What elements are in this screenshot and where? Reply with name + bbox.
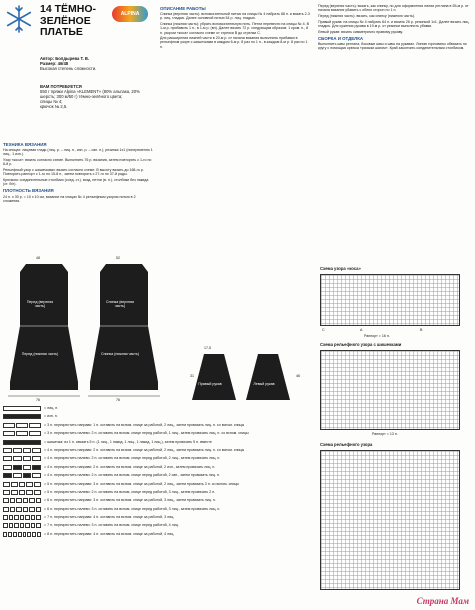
work-raglan: Для расширения нижней части в 20-м р. от начала вязания выполнить прибавки в рельефном узоре с шишечками в каждом 6-м р. 8 раз по 1 п., в каждом 8-м р. 8 раз по 1 п.: [160, 36, 308, 49]
legend-text: = 7 п. перекрестить направо: 4 п. оставить на вспом. спице за работой, 3 лиц.: [44, 515, 175, 520]
symbol-legend: [3, 406, 309, 540]
legend-row: [3, 440, 309, 445]
legend-symbol: [3, 431, 41, 436]
legend-row: [3, 448, 309, 453]
back-upper-label: Спинка (верхняя часть): [106, 300, 134, 308]
kosa-rapport: Раппорт = 16 п.: [364, 334, 390, 338]
technique-item: На спицах: лицевая гладь (лиц. р. – лиц. п., изн. р. – изн. п.), резинка 1х1 (попеременно 1 лиц., 1 изн.).: [3, 148, 153, 157]
front-dim-bottom: 76: [36, 398, 40, 402]
materials-heading: ВАМ ПОТРЕБУЕТСЯ: [40, 84, 82, 89]
legend-text: = изн. п.: [44, 414, 58, 419]
kosa-letter-a: A: [360, 328, 363, 332]
technique-item: Крючком: соединительные столбики (соед. ст.), возд. петли (в. п.), столбики без накида (ст. б/н).: [3, 177, 149, 187]
legend-text: = 4 п. перекрестить направо: 2 п. оставить на вспом. спице за работой, 2 изн., затем провязать лиц. п.: [44, 464, 216, 469]
legend-row: [3, 465, 309, 470]
back-lower-label: Спинка (нижняя часть): [100, 352, 140, 356]
legend-row: [3, 406, 309, 411]
left-sleeve-label: Левый рукав: [253, 382, 275, 386]
density-text: 24 п. x 30 р. = 10 x 10 см, вязание на спицах № 4 рельефным узором нитью в 2 сложения.: [3, 194, 136, 203]
legend-symbol: [3, 473, 41, 478]
pattern-title: 14 ТЁМНО-ЗЕЛЁНОЕ ПЛАТЬЕ: [40, 3, 97, 38]
materials-needles: спицы № 4;: [40, 99, 63, 104]
legend-text: = 3 п. перекрестить направо: 1 п. оставить на вспом. спице за работой, 2 лиц., затем провязать лиц. п. со вспом. спицы: [44, 422, 245, 427]
front-silhouette: [4, 262, 84, 402]
density-heading: ПЛОТНОСТЬ ВЯЗАНИЯ: [3, 188, 54, 194]
legend-row: [3, 532, 309, 537]
legend-symbol: [3, 406, 41, 411]
legend-symbol: [3, 532, 41, 537]
sleeves-diagram: [188, 352, 298, 404]
legend-row: [3, 515, 309, 520]
legend-text: = шишечка: из 1 п. связать 5 п. (1 лиц., 1 накид, 1 лиц., 1 накид, 1 лиц.), затем провязать 5 п. вместе: [44, 439, 212, 444]
legend-symbol: [3, 515, 41, 520]
back-dim-bottom: 76: [116, 398, 120, 402]
right-sleeve-text: Правый рукав: на спицы № 4 набрать 64 п. и вязать 26 р. резинкой 1х1. Далее вязать лиц. гладью. Для сужения рукава в 19-м р. от резинки выполнить убавки.: [318, 19, 470, 28]
bump-chart-caption: Схема рельефного узора с шишечками: [320, 342, 402, 347]
difficulty: Высокая степень сложности.: [40, 66, 97, 71]
back-dim-top: 52: [116, 256, 120, 260]
legend-text: = 4 п. перекрестить налево: 2 п. оставить на вспом. спице перед работой, 2 лиц., затем провязать лиц. п.: [44, 456, 221, 461]
legend-text: = 8 п. перекрестить направо: 4 п. оставить на вспом. спице за работой, 4 лиц.: [44, 531, 175, 536]
kosa-letter-b: B: [420, 328, 423, 332]
front-dim-top: 48: [36, 256, 40, 260]
legend-symbol: [3, 498, 41, 503]
materials-yarn: 550 г пряжи Alpina «KLEMENT» (80% альпака, 20% шерсть; 300 м/50 г) тёмно-зелёного цвета;: [40, 89, 140, 99]
legend-text: = 6 п. перекрестить направо: 3 п. оставить на вспом. спице за работой, 3 лиц., затем провязать лиц. п.: [44, 498, 216, 503]
legend-row: [3, 498, 309, 503]
legend-text: = 4 п. перекрестить направо: 2 п. оставить на вспом. спице за работой, 2 лиц., затем провязать лиц. п. со вспом. спицы: [44, 447, 245, 452]
back-silhouette: [84, 262, 164, 402]
legend-row: [3, 507, 309, 512]
relief-chart-caption: Схема рельефного узора: [320, 442, 373, 447]
legend-text: = 5 п. перекрестить направо: 3 п. оставить на вспом. спице за работой, 2 лиц., затем провязать 3 п. со вспом. спицы: [44, 481, 240, 486]
front-upper-label: Перед (верхняя часть): [26, 300, 54, 308]
legend-row: [3, 490, 309, 495]
work-back-upper: Спинка (верхняя часть): вспомогательной нитью на спицы № 4 набрать 88 п. и вязать 2-3 р. лиц. гладью. Далее основной нитью 54 р. лиц. гладью.: [160, 12, 310, 21]
legend-symbol: [3, 414, 41, 419]
legend-row: [3, 414, 309, 419]
legend-symbol: [3, 482, 41, 487]
legend-row: [3, 482, 309, 487]
sleeve-dim-side-right: 46: [296, 374, 300, 378]
legend-symbol: [3, 456, 41, 461]
author: Автор: Болдырева Т. В.: [40, 56, 90, 61]
technique-section: [3, 140, 153, 204]
sleeve-dim-side: 31: [190, 374, 194, 378]
description-column: [160, 4, 310, 50]
pattern-meta: [40, 56, 150, 71]
work-heading: ОПИСАНИЕ РАБОТЫ: [160, 6, 206, 11]
legend-row: [3, 473, 309, 478]
legend-symbol: [3, 448, 41, 453]
snowflake-icon: [4, 4, 34, 34]
kosa-chart-caption: Схема узора «коса»: [320, 266, 361, 271]
legend-text: = 3 п. перекрестить налево: 2 п. оставить на вспом. спице перед работой, 1 лиц., затем провязать лиц. п. со вспом. спицы: [44, 431, 249, 436]
brand-logo: ALPINA: [112, 6, 148, 22]
legend-text: = 5 п. перекрестить налево: 2 п. оставить на вспом. спице перед работой, 3 лиц., затем провязать 2 п.: [44, 489, 216, 494]
front-lower-text: Перед (нижняя часть): вязать, как спинку (нижнюю часть).: [318, 13, 416, 18]
watermark: Страна Мам: [416, 596, 469, 606]
assembly-text: Выполнить швы реглана, боковые швы и швы на рукавах. Линию горловины обвязать по кругу с помощью крючка «рачьим шагом». Край закончить соединительным столбиком.: [318, 41, 467, 51]
technique-item: Рельефный узор с шишечками: вязать согласно схеме. В высоту вязать до 168-го р. Повторять раппорт с 1-го по 15-й п., затем повторять с 27-го по 37-й ряды.: [3, 168, 144, 177]
instructions-column: [318, 4, 472, 52]
size: Размер: 46/48: [40, 61, 69, 66]
materials-hook: крючок № 2,5.: [40, 104, 68, 109]
right-sleeve-label: Правый рукав: [198, 382, 222, 386]
bump-rapport: Раппорт = 13 п.: [372, 432, 398, 436]
legend-symbol: [3, 465, 41, 470]
work-back-lower: Спинка (нижняя часть): убрать вспомогательную нить. Петли перевести на спицы № 4. В 1-м р. прибавить 1 п., в 1-м р. (вн). Далее вязать 72 р. следующим образом: 1 кром. п., 8 п. узором «коса» согласно схеме от стрелки В до стрелки С.: [160, 22, 310, 35]
relief-chart: [320, 450, 460, 590]
assembly-heading: СБОРКА И ОТДЕЛКА: [318, 35, 364, 41]
technique-item: Узор «коса»: вязать согласно схеме. Выполнить 76 р. вязания, затем повторять с 1-го по 8-й р.: [3, 158, 152, 167]
legend-text: = 6 п. перекрестить налево: 3 п. оставить на вспом. спице перед работой, 3 лиц., затем провязать лиц. п.: [44, 506, 221, 511]
kosa-letter-c: C: [322, 328, 325, 332]
legend-text: = 7 п. перекрестить налево: 3 п. оставить на вспом. спице перед работой, 4 лиц.: [44, 523, 179, 528]
legend-symbol: [3, 523, 41, 528]
front-lower-label: Перед (нижняя часть): [21, 352, 59, 356]
legend-text: = 4 п. перекрестить налево: 2 п. оставить на вспом. спице перед работой, 2 изн., затем провязать лиц. п.: [44, 473, 220, 478]
left-sleeve-text: Левый рукав: вязать симметрично правому рукаву.: [318, 29, 403, 34]
legend-row: [3, 523, 309, 528]
legend-text: = лиц. п.: [44, 406, 59, 410]
legend-symbol: [3, 507, 41, 512]
legend-row: [3, 431, 309, 436]
legend-symbol: [3, 423, 41, 428]
bump-chart: [320, 350, 460, 430]
legend-row: [3, 456, 309, 461]
legend-symbol: [3, 440, 41, 445]
materials: [40, 84, 150, 109]
sleeve-dim-top: 17,5: [204, 346, 211, 350]
legend-row: [3, 423, 309, 428]
legend-symbol: [3, 490, 41, 495]
kosa-chart: [320, 274, 460, 326]
technique-heading: ТЕХНИКА ВЯЗАНИЯ: [3, 142, 47, 147]
front-upper-text: Перед (верхняя часть): вязать, как спинку, но для оформления линии реглана в 55-м р. от начала вязания убавить с обеих сторон по 1 п.: [318, 4, 469, 13]
